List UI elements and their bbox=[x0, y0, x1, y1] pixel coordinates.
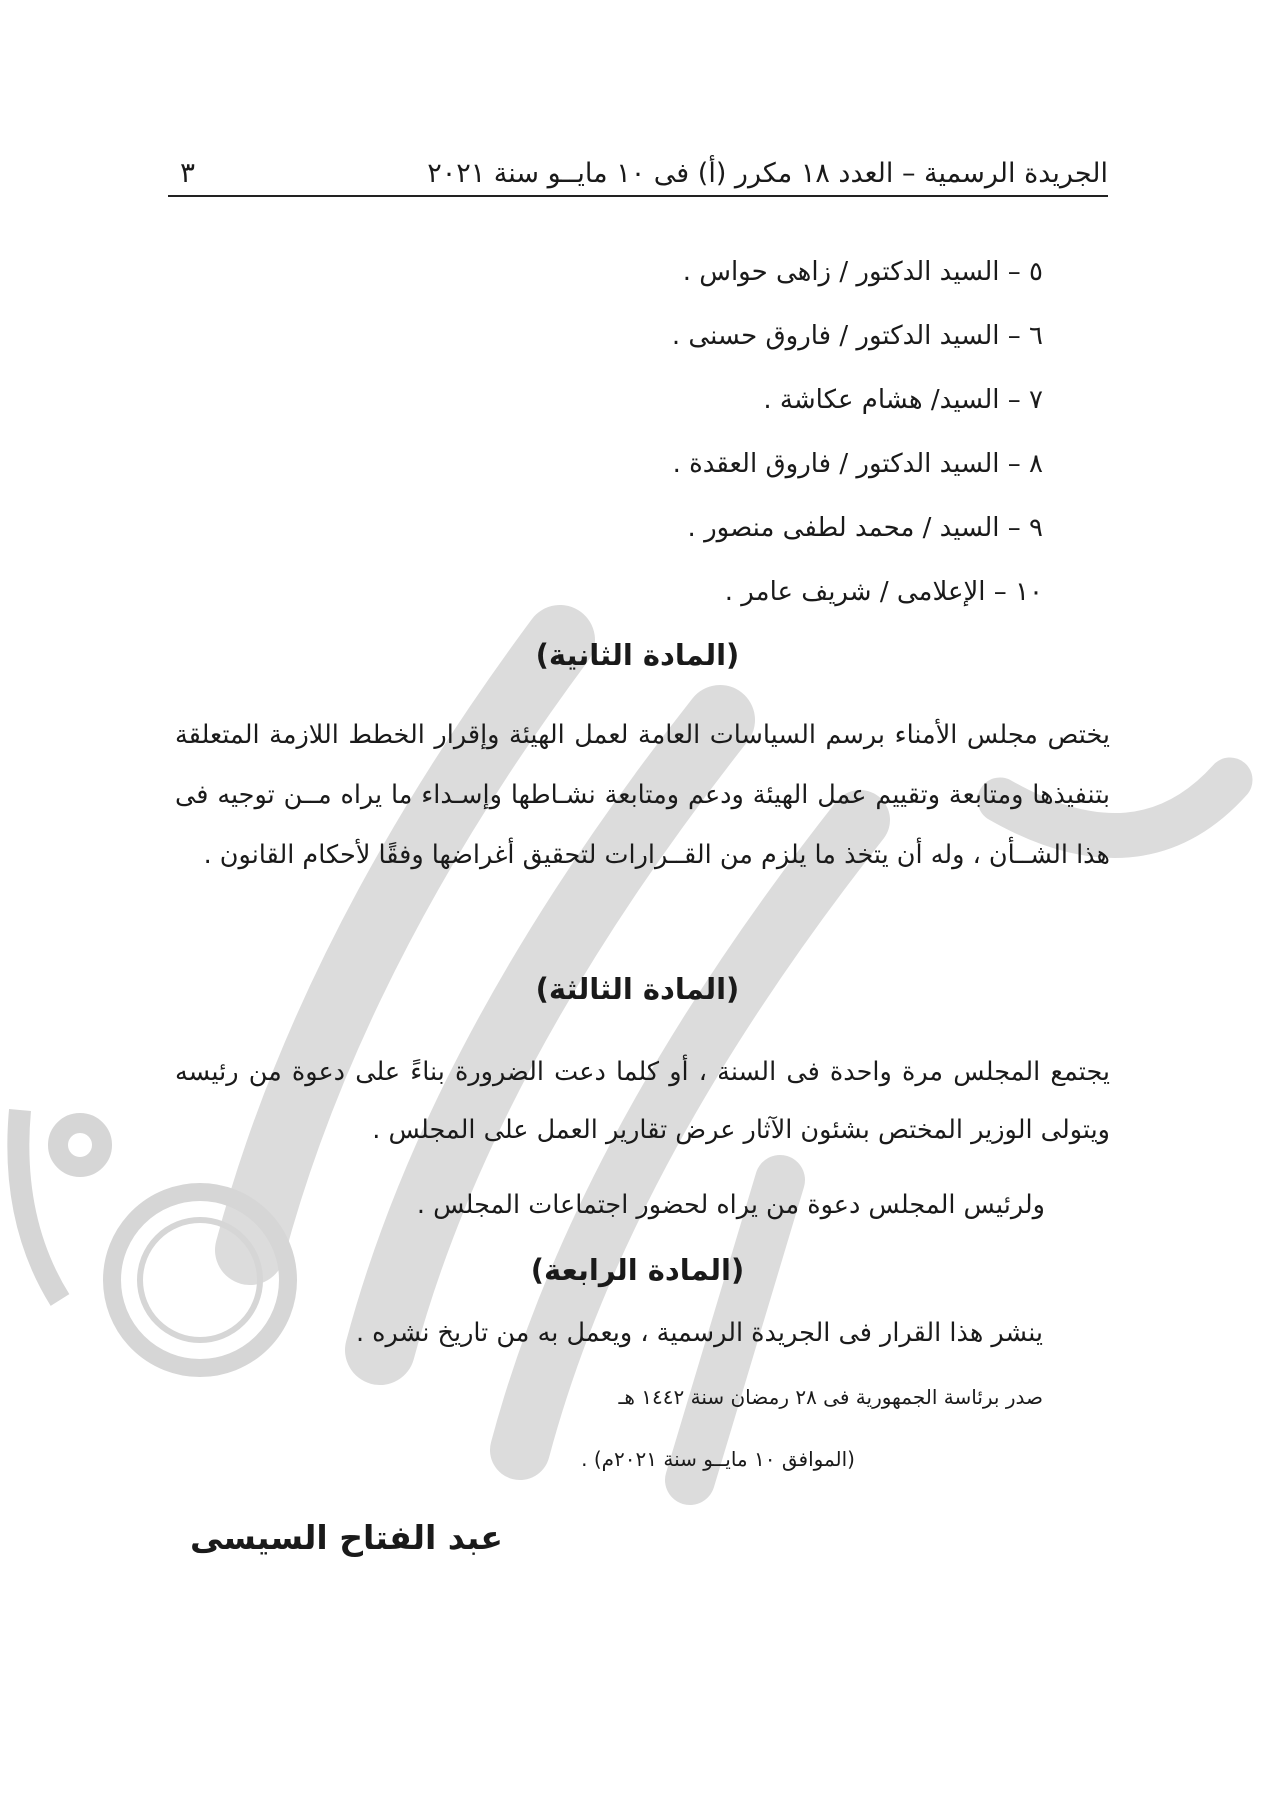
article-2-text: يختص مجلس الأمناء برسم السياسات العامة لعمل الهيئة وإقرار الخطط اللازمة المتعلقة بتنفيذها ومتابعة وتقييم عمل الهيئة ودعم ومتابعة نشـاطها وإسـداء ما يراه مــن توجيه فى هذا الشــأن ، وله أن يتخذ ما يلزم من القــرارات لتحقيق أغراضها وفقًا لأحكام القانون . bbox=[175, 720, 1110, 870]
member-item: ٦ – السيد الدكتور / فاروق حسنى . bbox=[671, 321, 1043, 351]
member-item: ٨ – السيد الدكتور / فاروق العقدة . bbox=[672, 449, 1043, 479]
member-item: ١٠ – الإعلامى / شريف عامر . bbox=[724, 577, 1043, 607]
article-4-heading: (المادة الرابعة) bbox=[530, 1253, 745, 1287]
article-4-text: ينشر هذا القرار فى الجريدة الرسمية ، ويعمل به من تاريخ نشره . bbox=[355, 1318, 1043, 1348]
gazette-title: الجريدة الرسمية – العدد ١٨ مكرر (أ) فى ١٠ مايــو سنة ٢٠٢١ bbox=[427, 158, 1108, 189]
page-number: ٣ bbox=[180, 156, 196, 189]
article-3-heading: (المادة الثالثة) bbox=[535, 972, 740, 1006]
member-item: ٩ – السيد / محمد لطفى منصور . bbox=[687, 513, 1043, 543]
signature: عبد الفتاح السيسى bbox=[190, 1518, 503, 1557]
member-item: ٥ – السيد الدكتور / زاهى حواس . bbox=[682, 257, 1043, 287]
article-2-heading: (المادة الثانية) bbox=[535, 638, 740, 672]
issued-date-gregorian: (الموافق ١٠ مايــو سنة ٢٠٢١م) . bbox=[581, 1447, 855, 1471]
members-list bbox=[672, 240, 1043, 624]
issued-date-hijri: صدر برئاسة الجمهورية فى ٢٨ رمضان سنة ١٤٤٢ هـ bbox=[618, 1385, 1043, 1409]
page-header bbox=[168, 145, 1108, 197]
member-item: ٧ – السيد/ هشام عكاشة . bbox=[763, 385, 1043, 415]
article-3-text: يجتمع المجلس مرة واحدة فى السنة ، أو كلما دعت الضرورة بناءً على دعوة من رئيسه ويتولى الوزير المختص بشئون الآثار عرض تقارير العمل على المجلس . bbox=[175, 1057, 1110, 1145]
article-3-text-2: ولرئيس المجلس دعوة من يراه لحضور اجتماعات المجلس . bbox=[416, 1190, 1045, 1220]
